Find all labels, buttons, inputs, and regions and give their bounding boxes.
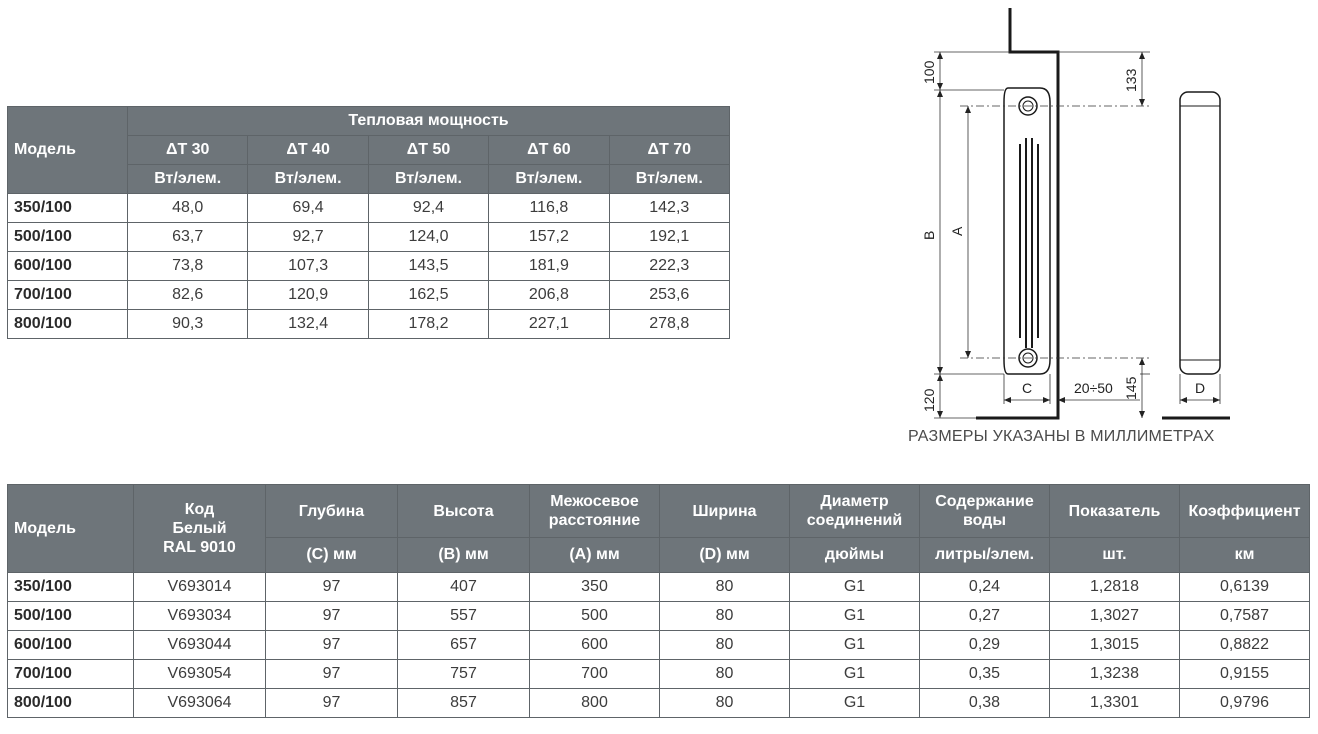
column-header-water-content: Содержание воды	[920, 485, 1050, 538]
value-cell: 82,6	[128, 281, 248, 310]
model-cell: 350/100	[8, 573, 134, 602]
table-row	[8, 689, 1310, 718]
value-cell: 120,9	[248, 281, 368, 310]
dim-label-a: A	[949, 226, 965, 236]
value-cell: 80	[660, 660, 790, 689]
table-row	[8, 602, 1310, 631]
value-cell: 0,38	[920, 689, 1050, 718]
value-cell: 0,7587	[1180, 602, 1310, 631]
value-cell: 97	[266, 660, 398, 689]
value-cell: 143,5	[368, 252, 488, 281]
value-cell: 600	[530, 631, 660, 660]
table-row	[8, 310, 730, 339]
unit-header-index: шт.	[1050, 538, 1180, 573]
value-cell: 0,8822	[1180, 631, 1310, 660]
column-header-heat-output: Тепловая мощность	[128, 107, 730, 136]
unit-header-height: (B) мм	[398, 538, 530, 573]
model-cell: 600/100	[8, 631, 134, 660]
unit-header: Вт/элем.	[609, 165, 729, 194]
table-row	[8, 281, 730, 310]
model-cell: 350/100	[8, 194, 128, 223]
column-header-code: Код Белый RAL 9010	[134, 485, 266, 573]
value-cell: 124,0	[368, 223, 488, 252]
value-cell: 162,5	[368, 281, 488, 310]
unit-header: Вт/элем.	[128, 165, 248, 194]
dim-label-b: B	[921, 230, 937, 240]
model-cell: 700/100	[8, 660, 134, 689]
value-cell: 700	[530, 660, 660, 689]
radiator-dimension-diagram	[900, 8, 1260, 428]
column-header-index: Показатель	[1050, 485, 1180, 538]
heat-output-rows	[8, 194, 730, 339]
value-cell: V693044	[134, 631, 266, 660]
unit-header-center-distance: (A) мм	[530, 538, 660, 573]
value-cell: V693054	[134, 660, 266, 689]
column-header-dt40: ΔT 40	[248, 136, 368, 165]
value-cell: 0,9155	[1180, 660, 1310, 689]
value-cell: 0,27	[920, 602, 1050, 631]
dim-label-gap: 20÷50	[1074, 380, 1113, 396]
value-cell: 73,8	[128, 252, 248, 281]
value-cell: 227,1	[489, 310, 609, 339]
value-cell: 80	[660, 602, 790, 631]
dim-label-c: C	[1022, 380, 1033, 396]
wall-outline	[976, 8, 1058, 418]
unit-header-width: (D) мм	[660, 538, 790, 573]
value-cell: G1	[790, 602, 920, 631]
unit-header: Вт/элем.	[368, 165, 488, 194]
table-row	[8, 223, 730, 252]
column-header-dt30: ΔT 30	[128, 136, 248, 165]
value-cell: 222,3	[609, 252, 729, 281]
table-row	[8, 631, 1310, 660]
value-cell: 97	[266, 689, 398, 718]
dim-label-100: 100	[921, 60, 937, 84]
value-cell: 757	[398, 660, 530, 689]
value-cell: 350	[530, 573, 660, 602]
value-cell: 157,2	[489, 223, 609, 252]
value-cell: 253,6	[609, 281, 729, 310]
value-cell: 407	[398, 573, 530, 602]
specification-rows	[8, 573, 1310, 718]
value-cell: V693014	[134, 573, 266, 602]
model-cell: 700/100	[8, 281, 128, 310]
unit-header: Вт/элем.	[489, 165, 609, 194]
unit-header-water-content: литры/элем.	[920, 538, 1050, 573]
value-cell: 48,0	[128, 194, 248, 223]
table-row	[8, 194, 730, 223]
dim-label-133: 133	[1123, 68, 1139, 92]
value-cell: G1	[790, 573, 920, 602]
column-header-model: Модель	[8, 107, 128, 194]
value-cell: 80	[660, 573, 790, 602]
dim-label-d: D	[1195, 380, 1206, 396]
table-row	[8, 252, 730, 281]
value-cell: 0,6139	[1180, 573, 1310, 602]
value-cell: 181,9	[489, 252, 609, 281]
column-header-dt50: ΔT 50	[368, 136, 488, 165]
value-cell: 178,2	[368, 310, 488, 339]
value-cell: 97	[266, 573, 398, 602]
value-cell: 557	[398, 602, 530, 631]
value-cell: 1,3015	[1050, 631, 1180, 660]
specification-table	[7, 484, 1310, 718]
value-cell: G1	[790, 689, 920, 718]
value-cell: 63,7	[128, 223, 248, 252]
column-header-dt60: ΔT 60	[489, 136, 609, 165]
value-cell: G1	[790, 660, 920, 689]
value-cell: V693034	[134, 602, 266, 631]
column-header-depth: Глубина	[266, 485, 398, 538]
value-cell: V693064	[134, 689, 266, 718]
value-cell: 1,3027	[1050, 602, 1180, 631]
column-header-height: Высота	[398, 485, 530, 538]
value-cell: 206,8	[489, 281, 609, 310]
value-cell: 107,3	[248, 252, 368, 281]
unit-header-depth: (C) мм	[266, 538, 398, 573]
value-cell: 1,3301	[1050, 689, 1180, 718]
dimensions-note: РАЗМЕРЫ УКАЗАНЫ В МИЛЛИМЕТРАХ	[908, 428, 1215, 445]
heat-output-table	[7, 106, 730, 339]
value-cell: 92,4	[368, 194, 488, 223]
unit-header-coefficient: км	[1180, 538, 1310, 573]
column-header-width: Ширина	[660, 485, 790, 538]
column-header-connection-diameter: Диаметр соединений	[790, 485, 920, 538]
radiator-front-view	[1180, 92, 1220, 374]
model-cell: 500/100	[8, 223, 128, 252]
value-cell: 0,9796	[1180, 689, 1310, 718]
model-cell: 800/100	[8, 310, 128, 339]
column-header-coefficient: Коэффициент	[1180, 485, 1310, 538]
value-cell: 69,4	[248, 194, 368, 223]
value-cell: 1,3238	[1050, 660, 1180, 689]
value-cell: 80	[660, 631, 790, 660]
model-cell: 800/100	[8, 689, 134, 718]
value-cell: G1	[790, 631, 920, 660]
value-cell: 0,35	[920, 660, 1050, 689]
value-cell: 116,8	[489, 194, 609, 223]
value-cell: 142,3	[609, 194, 729, 223]
model-cell: 500/100	[8, 602, 134, 631]
value-cell: 0,29	[920, 631, 1050, 660]
value-cell: 0,24	[920, 573, 1050, 602]
value-cell: 500	[530, 602, 660, 631]
model-cell: 600/100	[8, 252, 128, 281]
unit-header: Вт/элем.	[248, 165, 368, 194]
value-cell: 192,1	[609, 223, 729, 252]
value-cell: 97	[266, 602, 398, 631]
value-cell: 92,7	[248, 223, 368, 252]
column-header-dt70: ΔT 70	[609, 136, 729, 165]
column-header-model: Модель	[8, 485, 134, 573]
value-cell: 800	[530, 689, 660, 718]
table-row	[8, 573, 1310, 602]
dim-label-145: 145	[1123, 376, 1139, 400]
value-cell: 657	[398, 631, 530, 660]
unit-header-connection-diameter: дюймы	[790, 538, 920, 573]
dim-label-120: 120	[921, 388, 937, 412]
value-cell: 857	[398, 689, 530, 718]
value-cell: 97	[266, 631, 398, 660]
column-header-center-distance: Межосевое расстояние	[530, 485, 660, 538]
value-cell: 132,4	[248, 310, 368, 339]
value-cell: 278,8	[609, 310, 729, 339]
value-cell: 90,3	[128, 310, 248, 339]
value-cell: 1,2818	[1050, 573, 1180, 602]
table-row	[8, 660, 1310, 689]
value-cell: 80	[660, 689, 790, 718]
